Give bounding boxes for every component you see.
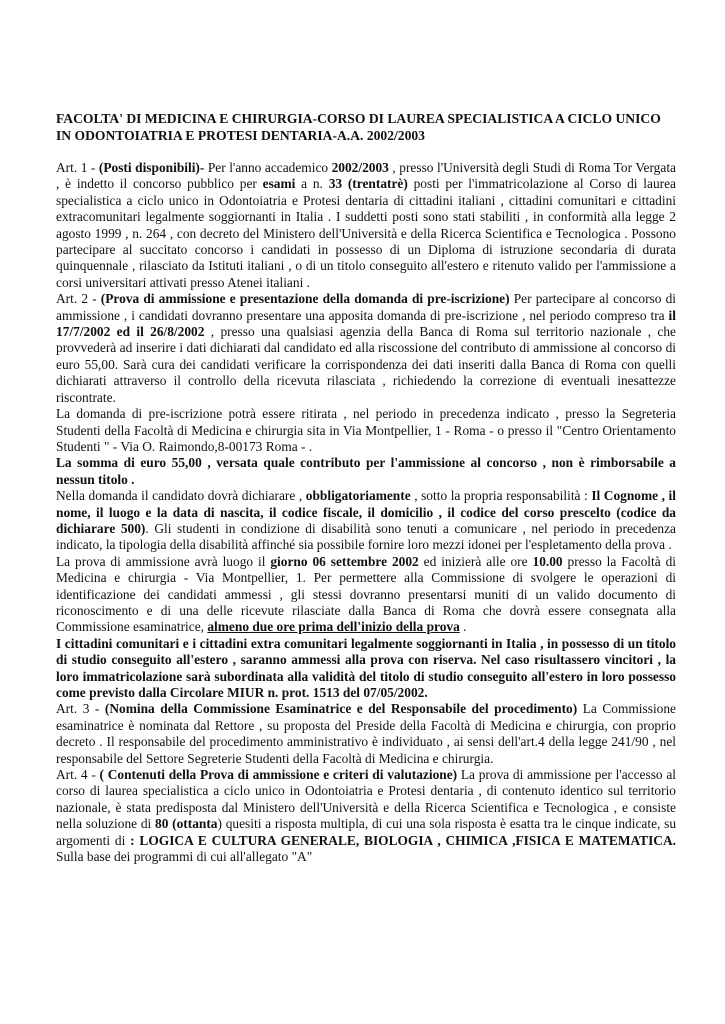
art4-heading: ( Contenuti della Prova di ammissione e criteri di valutazione)	[99, 767, 458, 783]
article-4	[56, 767, 676, 865]
article-1	[56, 160, 676, 291]
art2-p5-date: giorno 06 settembre 2002	[270, 553, 419, 569]
art2-p5-time: 10.00	[532, 553, 563, 569]
art4-subjects: : LOGICA E CULTURA GENERALE, BIOLOGIA , CHIMICA ,FISICA E MATEMATICA.	[130, 832, 676, 848]
article-3	[56, 701, 676, 767]
art2-paragraph-5	[56, 554, 676, 636]
art2-paragraph-2: La domanda di pre-iscrizione potrà essere ritirata , nel periodo in precedenza indicato , presso la Segreteria Studenti della Facoltà di Medicina e chirurgia sita in Via Montpellier, 1 - Roma - o presso il "Centro Orientamento Studenti " - Via O. Raimondo,8-00173 Roma - .	[56, 406, 676, 454]
art2-lead: Art. 2 -	[56, 291, 101, 307]
art1-lead: Art. 1 -	[56, 160, 99, 175]
art1-year: 2002/2003	[331, 160, 389, 175]
art1-text-3: a n.	[295, 176, 329, 192]
art1-heading: (Posti disponibili)-	[98, 160, 205, 175]
art2-p4-text-c: , sotto la propria responsabilità :	[410, 488, 592, 504]
art1-text-1: Per l'anno accademico	[204, 160, 332, 175]
art4-quesiti: 80 (ottanta	[155, 816, 218, 832]
art4-lead: Art. 4 -	[56, 767, 100, 783]
art3-heading: (Nomina della Commissione Esaminatrice e del Responsabile del procedimento)	[104, 701, 578, 717]
art2-heading: (Prova di ammissione e presentazione della domanda di pre-iscrizione)	[100, 291, 510, 307]
art2-paragraph-6: I cittadini comunitari e i cittadini extra comunitari legalmente soggiornanti in Italia , in possesso di un titolo di studio conseguito all'estero , saranno ammessi alla prova con riserva. Nel caso risultassero vincitori , la loro immatricolazione sarà subordinata alla validità del titolo di studio conseguito all'estero in loro possesso come previsto dalla Circolare MIUR n. prot. 1513 del 07/05/2002.	[56, 635, 676, 700]
art1-text-2: , presso l'Università degli Studi di Roma Tor Vergata , è indetto il concorso pubblico per	[56, 160, 676, 192]
art2-p5-text-c: ed inizierà alle ore	[418, 553, 533, 569]
art2-p4-text-a: Nella domanda il candidato dovrà dichiarare ,	[56, 488, 306, 504]
art3-text-1: La Commissione esaminatrice è nominata dal Rettore , su proposta del Preside della Facoltà di Medicina e chirurgia, con proprio decreto . Il responsabile del procedimento amministrativo è individuato , ai sensi dell'art.4 della legge 241/90 , nel responsabile del Settore Segreterie Studenti della Facoltà di Medicina e chirurgia.	[56, 701, 676, 766]
art2-p5-text-g: .	[459, 619, 467, 635]
art1-esami: esami	[262, 176, 296, 192]
art2-dates: il 17/7/2002 ed il 26/8/2002	[56, 307, 676, 340]
art2-p5-deadline: almeno due ore prima dell'inizio della prova	[207, 619, 460, 635]
art2-text-1: Per partecipare al concorso di ammissione , i candidati dovranno presentare una apposita domanda di pre-iscrizione , nel periodo compreso tra	[56, 291, 676, 323]
art2-p4-text-e: . Gli studenti in condizione di disabilità sono tenuti a comunicare , nel periodo in precedenza indicato, la tipologia della disabilità affinché sia possibile fornire loro mezzi idonei per l'espletamento della prova .	[56, 520, 676, 553]
art2-p5-text-e: presso la Facoltà di Medicina e chirurgia - Via Montpellier, 1. Per permettere alla Commissione di svolgere le operazioni di identificazione dei candidati ammessi , gli stessi dovranno presentarsi muniti di un valido documento di riconoscimento e di una delle ricevute rilasciate dalla Banca di Roma che dovrà essere consegnata alla Commissione esaminatrice,	[56, 553, 676, 635]
art2-p5-text-a: La prova di ammissione avrà luogo il	[56, 553, 271, 569]
art2-p4-required-data: Il Cognome , il nome, il luogo e la data di nascita, il codice fiscale, il domicilio , il codice del corso prescelto (codice da dichiarare 500)	[56, 488, 676, 536]
art4-text-1: La prova di ammissione per l'accesso al corso di laurea specialistica a ciclo unico in Odontoiatria e Protesi dentaria , di contenuto identico sul territorio nazionale, è stata predisposta dal Ministero dell'Università e della Ricerca Scientifica e Tecnologica , e consiste nella soluzione di	[56, 767, 677, 832]
art3-lead: Art. 3 -	[56, 701, 105, 717]
art2-text-2: , presso una qualsiasi agenzia della Banca di Roma sul territorio nazionale , che provvederà ad inserire i dati dichiarati dal candidato ed alla riscossione del contributo di ammissione al concorso di euro 55,00. Sarà cura dei candidati verificare la corrispondenza dei dati inseriti dalla Banca di Roma con quelli dichiarati attraverso il controllo della ricevuta rilasciata , richiedendo la correzione di eventuali inesattezze riscontrate.	[56, 324, 676, 405]
art2-paragraph-3: La somma di euro 55,00 , versata quale contributo per l'ammissione al concorso , non è rimborsabile a nessun titolo .	[56, 455, 676, 487]
art2-p4-obbligatoriamente: obbligatoriamente	[305, 488, 411, 504]
article-2	[56, 291, 676, 406]
art1-text-4: posti per l'immatricolazione al Corso di laurea specialistica a ciclo unico in Odontoiatria e Protesi dentaria di cittadini italiani , cittadini comunitari e cittadini extracomunitari legalmente soggiornanti in Italia . I suddetti posti sono stati stabiliti , in conformità alla legge 2 agosto 1999 , n. 264 , con decreto del Ministero dell'Università e della Ricerca Scientifica e Tecnologica . Possono partecipare al succitato concorso i candidati in possesso di un Diploma di istruzione secondaria di durata quinquennale , rilasciato da Istituti italiani , o di un titolo conseguito all'estero e ritenuto valido per l'ammissione a corsi universitari attivati presso Atenei italiani .	[56, 176, 676, 290]
document-title: FACOLTA' DI MEDICINA E CHIRURGIA-CORSO DI LAUREA SPECIALISTICA A CICLO UNICO IN ODONTOIATRIA E PROTESI DENTARIA-A.A. 2002/2003	[56, 111, 661, 143]
art4-text-2: ) quesiti a risposta multipla, di cui una sola risposta è esatta tra le cinque indicate, su argomenti di	[56, 816, 677, 848]
art2-paragraph-4	[56, 488, 676, 554]
art1-posti: 33 (trentatrè)	[328, 176, 408, 192]
art4-text-3: Sulla base dei programmi di cui all'allegato "A"	[56, 849, 313, 865]
document-page	[56, 110, 676, 865]
